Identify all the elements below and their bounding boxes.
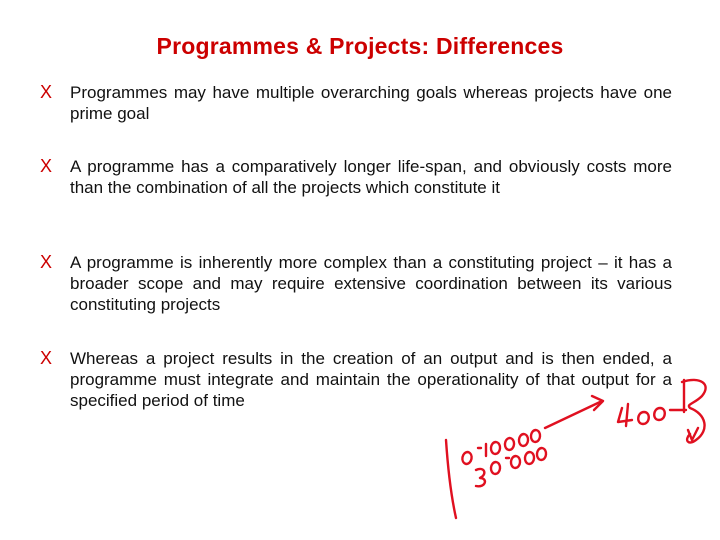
ink-scribble-digit xyxy=(505,438,514,450)
ink-scribble-digit xyxy=(537,448,546,460)
bullet-text: A programme is inherently more complex than a constituting project – it has a broader scope and may require extensive coordination between its various constituting projects xyxy=(70,253,672,314)
ink-scribble-digit xyxy=(519,434,528,446)
ink-arrow-shaft xyxy=(545,402,600,428)
ink-scribble-digit xyxy=(476,469,485,486)
slide-title: Programmes & Projects: Differences xyxy=(156,33,564,59)
ink-scribble-digit xyxy=(525,452,534,464)
bullet-marker: X xyxy=(40,348,53,368)
bullet-marker: X xyxy=(40,252,53,272)
ink-scribble-digit xyxy=(462,452,471,464)
ink-loop-letter xyxy=(682,380,706,443)
ink-digit-four xyxy=(618,404,632,426)
ink-scribble-digit xyxy=(531,430,540,442)
ink-scribble-digit xyxy=(491,462,500,474)
bullet-text: A programme has a comparatively longer life-span, and obviously costs more than the combination of all the projects which constitute it xyxy=(70,157,672,197)
ink-scribble-line xyxy=(446,440,456,518)
ink-digit-zero xyxy=(638,412,649,424)
bullet-marker: X xyxy=(40,156,53,176)
ink-scribble-digit xyxy=(511,456,520,468)
bullet-marker: X xyxy=(40,82,53,102)
bullet-text: Programmes may have multiple overarching goals whereas projects have one prime goal xyxy=(70,83,672,123)
ink-digit-zero xyxy=(654,408,665,420)
ink-scribble-digit xyxy=(491,442,500,454)
ink-strokes xyxy=(446,380,706,518)
bullet-text: Whereas a project results in the creation of an output and is then ended, a programme must integrate and maintain the operationality of that output for a specified period of time xyxy=(70,349,672,410)
